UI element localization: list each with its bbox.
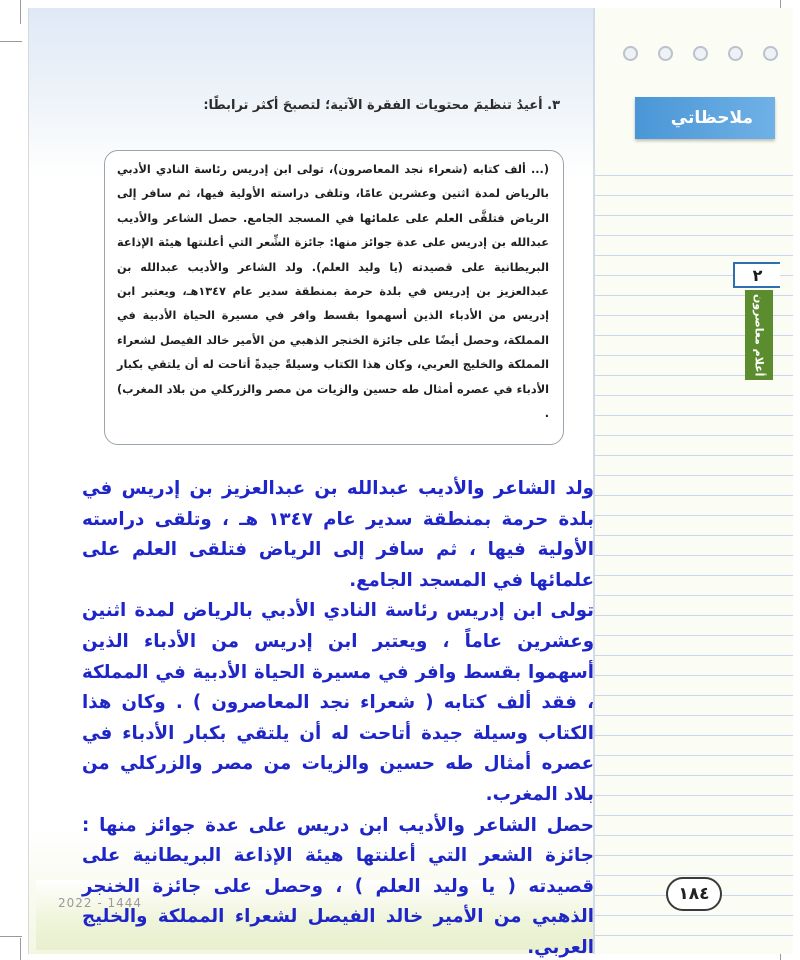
chapter-title-strip: أعلام معاصرون <box>745 290 773 380</box>
crop-mark <box>20 0 21 24</box>
binder-rings <box>623 46 778 61</box>
crop-mark <box>0 936 22 937</box>
paragraph-text: (... ألف كتابه (شعراء نجد المعاصرون)، تولى ابن إدريس رئاسة النادي الأدبي بالرياض لمدة اثنين وعشرين عامًا، وتلقى دراسته الأولية فيها، ثم سافر إلى الرياض فتلقَّى العلم على علمائها في المسجد الجامع. حصل الشاعر والأديب عبدالله بن إدريس على عدة جوائز منها: جائزة الشِّعر التي أعلنتها هيئة الإذاعة البريطانية على قصيدته (يا وليد العلم). ولد الشاعر والأديب عبدالله بن عبدالعزيز بن إدريس في بلدة حرمة بمنطقة سدير عام ١٣٤٧هـ، ويعتبر ابن إدريس من الأدباء الذين أسهموا بقسط وافر في مسيرة الحياة الأدبية في المملكة، وحصل أيضًا على جائزة الخنجر الذهبي من الأمير خالد الفيصل لشعراء المملكة والخليج العربي، وكان هذا الكتاب وسيلةً جيدةً أتاحت له أن يلتقي بكبار الأدباء في عصره أمثال طه حسين والزيات من مصر والزركلي من بلاد المغرب) . <box>117 163 549 421</box>
ring-icon <box>658 46 673 61</box>
notes-notebook <box>593 8 793 954</box>
ring-icon <box>693 46 708 61</box>
question-heading: ٣. أعيدُ تنظيمَ محتويات الفقرة الآتية؛ لتصبحَ أكثر ترابطًا: <box>203 98 560 113</box>
answer-paragraph-3: حصل الشاعر والأديب ابن دريس على عدة جوائز منها : جائزة الشعر التي أعلنتها هيئة الإذاعة البريطانية على قصيدته ( يا وليد العلم ) ، وحصل على جائزة الخنجر الذهبي من الأمير خالد الفيصل لشعراء المملكة والخليج العربي. <box>82 814 594 958</box>
notes-tab: ملاحظاتي <box>635 97 775 139</box>
crop-mark <box>20 938 21 960</box>
footer-year: 2022 - 1444 <box>58 896 143 910</box>
chapter-number: ٢ <box>733 262 780 288</box>
crop-mark <box>0 41 22 42</box>
page-number: ١٨٤ <box>666 877 722 911</box>
answer-text <box>82 474 594 960</box>
answer-paragraph-2: تولى ابن إدريس رئاسة النادي الأدبي بالرياض لمدة اثنين وعشرين عاماً ، ويعتبر ابن إدريس من الأدباء الذين أسهموا بقسط وافر في مسيرة الحياة الأدبية في المملكة ، فقد ألف كتابه ( شعراء نجد المعاصرون ) . وكان هذا الكتاب وسيلة جيدة أتاحت له أن يلتقي بكبار الأدباء في عصره أمثال طه حسين والزيات من مصر والزركلي من بلاد المغرب. <box>82 600 594 805</box>
ring-icon <box>763 46 778 61</box>
ring-icon <box>623 46 638 61</box>
answer-paragraph-1: ولد الشاعر والأديب عبدالله بن عبدالعزيز بن إدريس في بلدة حرمة بمنطقة سدير عام ١٣٤٧ هـ ، وتلقى دراسته الأولية فيها ، ثم سافر إلى الرياض فتلقى العلم على علمائها في المسجد الجامع. <box>82 478 594 591</box>
paragraph-box <box>104 150 564 445</box>
ring-icon <box>728 46 743 61</box>
